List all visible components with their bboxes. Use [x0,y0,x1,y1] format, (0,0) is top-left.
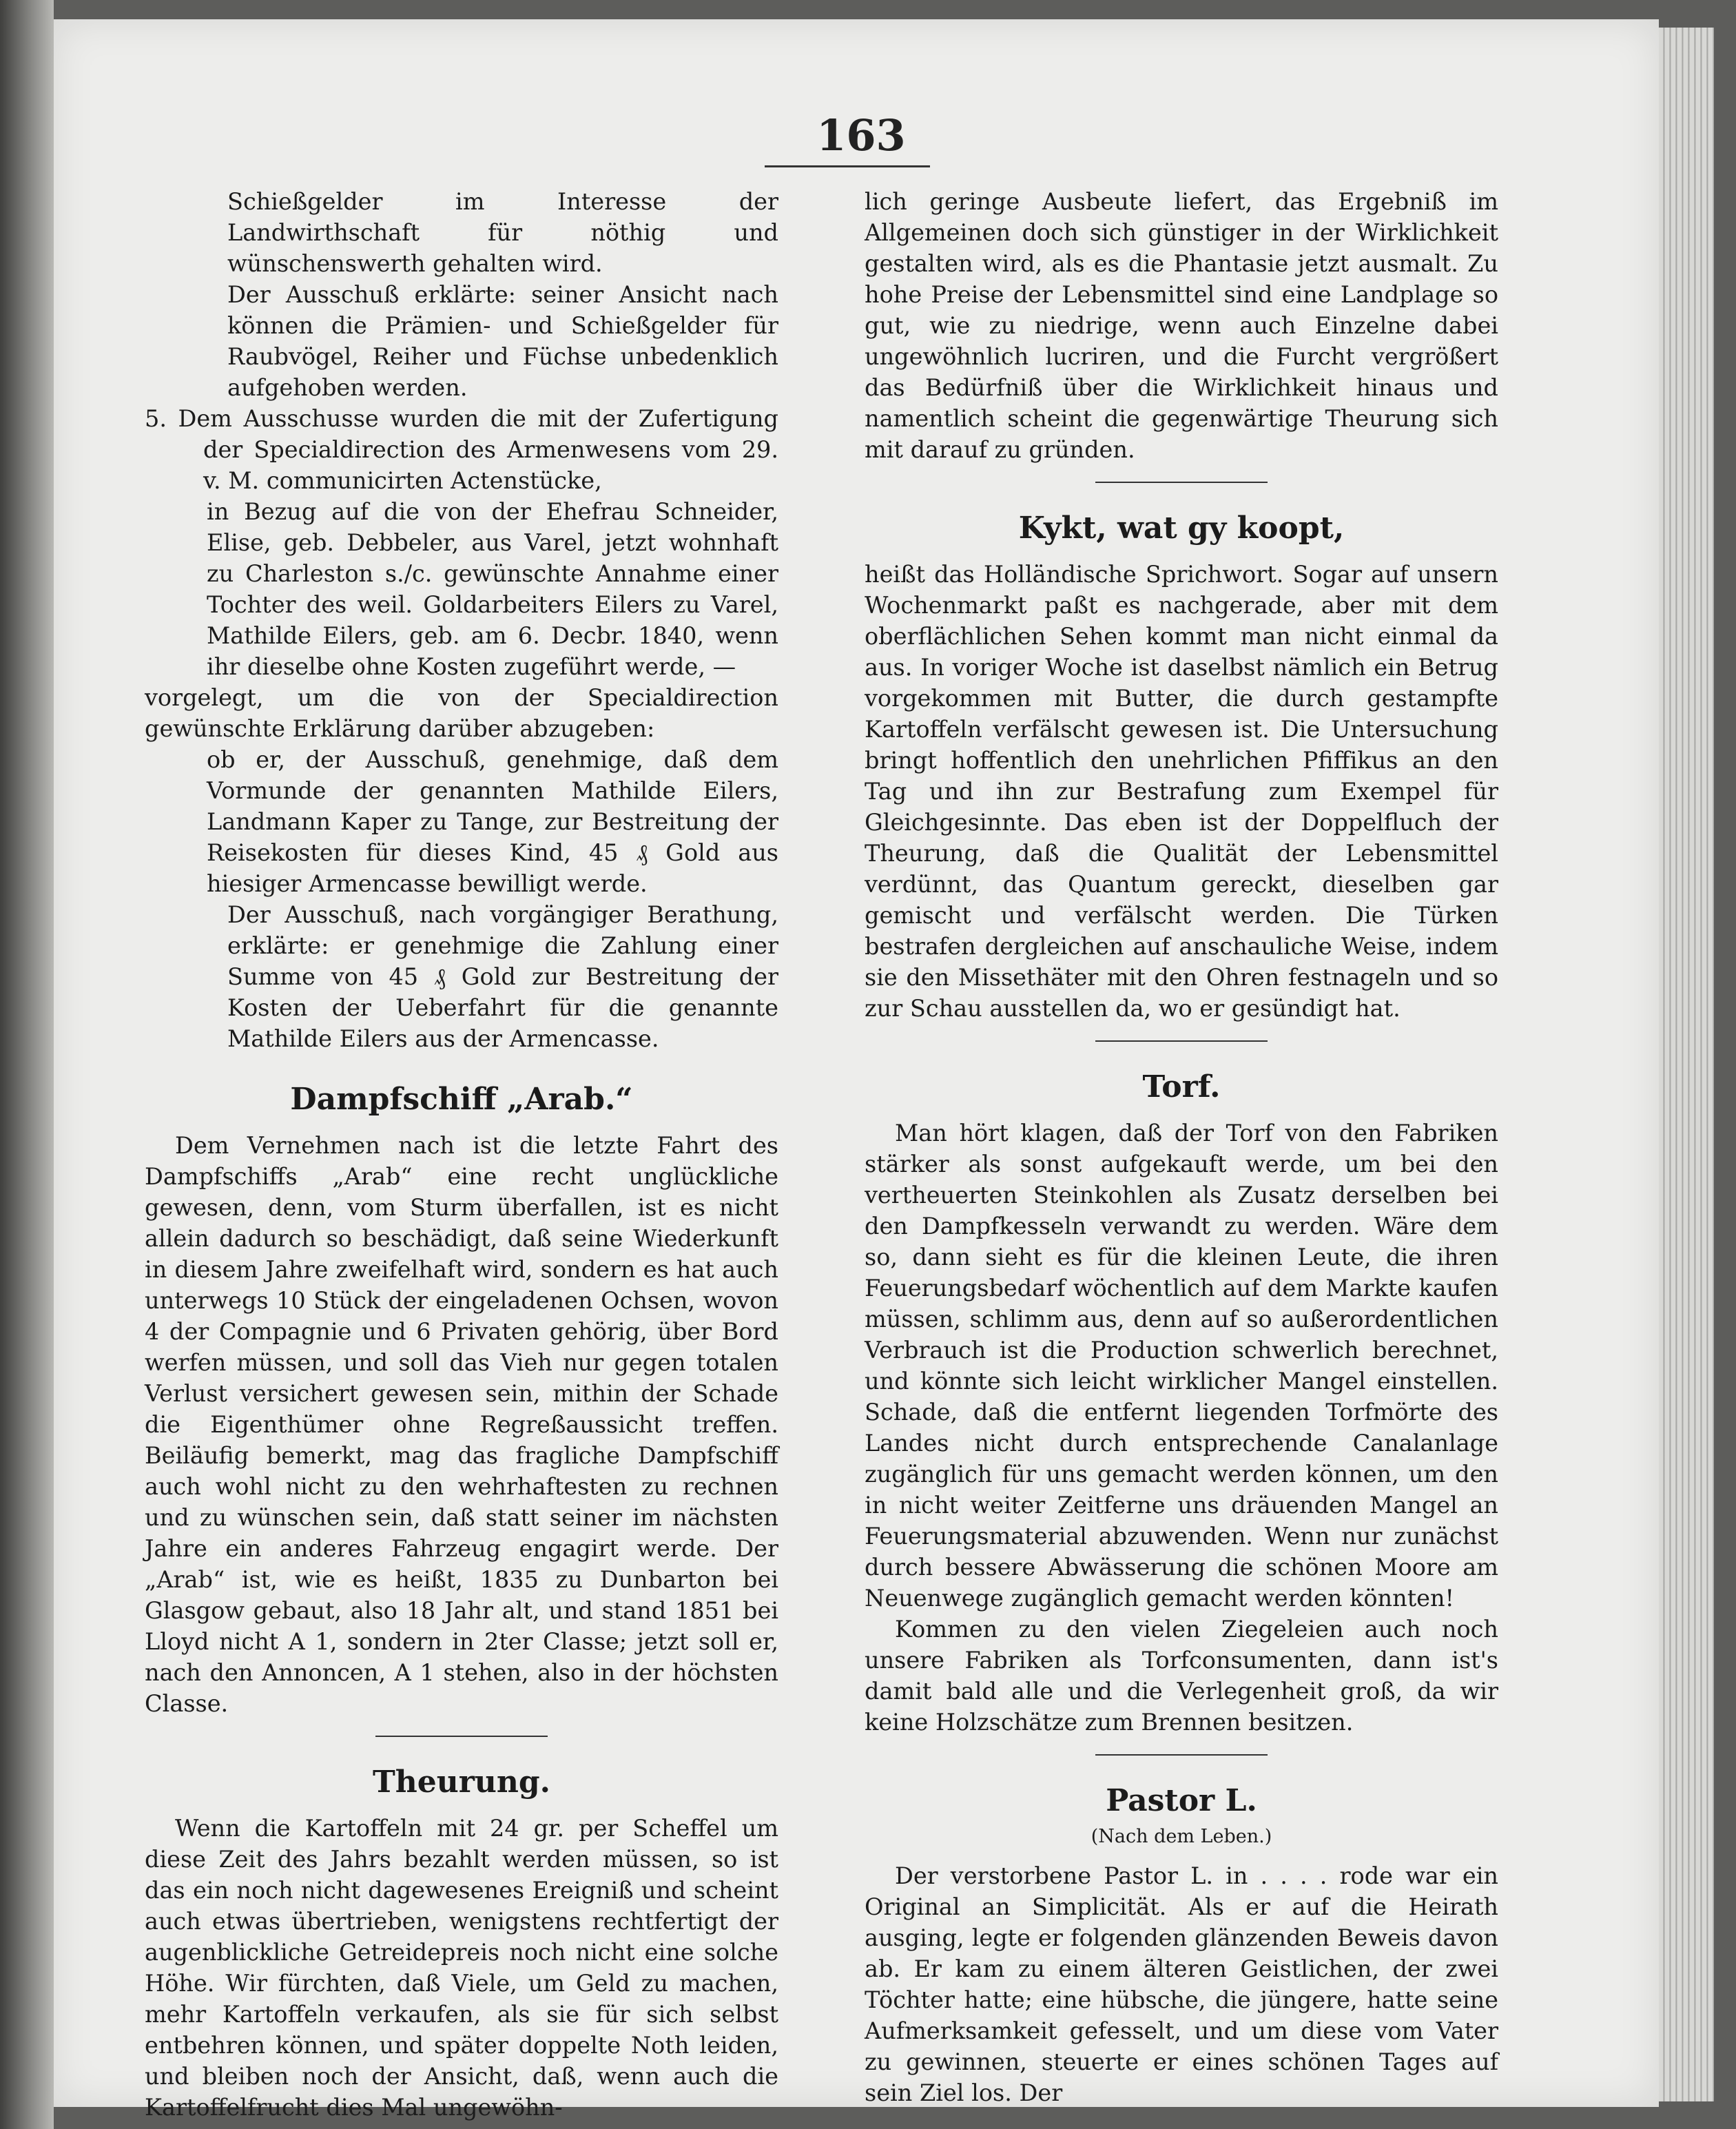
page-number: 163 [816,110,906,161]
paragraph: Kommen zu den vielen Ziegeleien auch noch unsere Fabriken als Torfconsumenten, dann ist's damit bald alle und die Verlegenheit groß, da wir keine Holzschätze zum Brennen besitzen. [865,1616,1498,1736]
article-headline: Kykt, wat gy koopt, [1018,511,1345,546]
article-headline: Dampfschiff „Arab.“ [290,1082,633,1117]
paragraph: lich geringe Ausbeute liefert, das Ergebniß im Allgemeinen doch sich günstiger in der Wirklichkeit gestalten wird, als es die Phantasie jetzt ausmalt. Zu hohe Preise der Lebensmittel sind eine Landplage so gut, wie zu niedrige, wenn auch Einzelne dabei ungewöhnlich lucriren, und die Furcht vergrößert das Bedürfniß über die Wirklichkeit hinaus und namentlich scheint die gegenwärtige Theurung sich mit darauf zu gründen. [865,188,1498,463]
paragraph: Der Ausschuß, nach vorgängiger Berathung, erklärte: er genehmige die Zahlung einer Summe von 45 ₰ Gold zur Bestreitung der Kosten der Ueberfahrt für die genannte Mathilde Eilers aus der Armencasse. [227,901,778,1052]
section-separator [375,1736,548,1737]
right-column [865,186,1498,2108]
section-separator [1095,1040,1268,1042]
page-number-rule [765,165,930,167]
article-subtitle: (Nach dem Leben.) [1091,1826,1272,1847]
scan-binding-edge [0,0,54,2129]
paragraph: 5. Dem Ausschusse wurden die mit der Zufertigung der Specialdirection des Armenwesens vom 29. v. M. communicirten Actenstücke, [145,405,778,494]
paragraph: heißt das Holländische Sprichwort. Sogar auf unsern Wochenmarkt paßt es nachgerade, aber mit dem oberflächlichen Sehen kommt man nicht einmal da aus. In voriger Woche ist daselbst nämlich ein Betrug vorgekommen mit Butter, die durch gestampfte Kartoffeln verfälscht gewesen ist. Die Untersuchung bringt hoffentlich den unehrlichen Pfiffikus an den Tag und ihn zur Bestrafung zum Exempel für Gleichgesinnte. Das eben ist der Doppelfluch der Theurung, daß die Qualität der Lebensmittel verdünnt, das Quantum gereckt, dieselben gar gemischt und verfälscht werden. Die Türken bestrafen dergleichen auf anschauliche Weise, indem sie den Missethäter mit den Ohren festnageln und so zur Schau ausstellen da, wo er gesündigt hat. [865,561,1498,1022]
paragraph: Der Ausschuß erklärte: seiner Ansicht nach können die Prämien- und Schießgelder für Raubvögel, Reiher und Füchse unbedenklich aufgehoben werden. [227,281,778,401]
article-headline: Pastor L. [1106,1783,1257,1818]
section-separator [1095,482,1268,483]
paragraph: Der verstorbene Pastor L. in . . . . rode war ein Original an Simplicität. Als er auf die Heirath ausging, legte er folgenden glänzenden Beweis davon ab. Er kam zu einem älteren Geistlichen, der zwei Töchter hatte; eine hübsche, die jüngere, hatte seine Aufmerksamkeit gefesselt, und um diese vom Vater zu gewinnen, steuerte er eines schönen Tages auf sein Ziel los. Der [865,1862,1498,2106]
article-headline: Torf. [1142,1069,1221,1104]
paragraph: ob er, der Ausschuß, genehmige, daß dem Vormunde der genannten Mathilde Eilers, Landmann Kaper zu Tange, zur Bestreitung der Reisekosten für dieses Kind, 45 ₰ Gold aus hiesiger Armencasse bewilligt werde. [207,746,778,897]
left-column [145,186,778,2123]
paragraph: vorgelegt, um die von der Specialdirection gewünschte Erklärung darüber abzugeben: [145,684,778,742]
paragraph: in Bezug auf die von der Ehefrau Schneider, Elise, geb. Debbeler, aus Varel, jetzt wohnhaft zu Charleston s./c. gewünschte Annahme einer Tochter des weil. Goldarbeiters Eilers zu Varel, Mathilde Eilers, geb. am 6. Decbr. 1840, wenn ihr dieselbe ohne Kosten zugeführt werde, — [207,498,778,680]
page-stack-edge [1659,28,1714,2101]
paragraph: Man hört klagen, daß der Torf von den Fabriken stärker als sonst aufgekauft werde, um bei den vertheuerten Steinkohlen als Zusatz derselben bei den Dampfkesseln verwandt zu werden. Wäre dem so, dann sieht es für die kleinen Leute, die ihren Feuerungsbedarf wöchentlich auf dem Markte kaufen müssen, schlimm aus, denn auf so außerordentlichen Verbrauch ist die Production schwerlich berechnet, und könnte sich leicht wirklicher Mangel einstellen. Schade, daß die entfernt liegenden Torfmörte des Landes nicht durch entsprechende Canalanlage zugänglich für uns gemacht werden können, um den in nicht weiter Zeitferne uns dräuenden Mangel an Feuerungsmaterial abzuwenden. Wenn nur zunächst durch bessere Abwässerung die schönen Moore am Neuenwege zugänglich gemacht werden könnten! [865,1120,1498,1612]
paragraph: Dem Vernehmen nach ist die letzte Fahrt des Dampfschiffs „Arab“ eine recht unglückliche gewesen, denn, vom Sturm überfallen, ist es nicht allein dadurch so beschädigt, daß seine Wiederkunft in diesem Jahre zweifelhaft wird, sondern es hat auch unterwegs 10 Stück der eingeladenen Ochsen, wovon 4 der Compagnie und 6 Privaten gehörig, über Bord werfen müssen, und soll das Vieh nur gegen totalen Verlust versichert gewesen sein, mithin der Schade die Eigenthümer ohne Regreßaussicht treffen. Beiläufig bemerkt, mag das fragliche Dampfschiff auch wohl nicht zu den wehrhaftesten zu rechnen und zu wünschen sein, daß statt seiner im nächsten Jahre ein anderes Fahrzeug engagirt werde. Der „Arab“ ist, wie es heißt, 1835 zu Dunbarton bei Glasgow gebaut, also 18 Jahr alt, und stand 1851 bei Lloyd nicht A 1, sondern in 2ter Classe; jetzt soll er, nach den Annoncen, A 1 stehen, also in der höchsten Classe. [145,1132,778,1717]
paragraph: Wenn die Kartoffeln mit 24 gr. per Scheffel um diese Zeit des Jahrs bezahlt werden müssen, so ist das ein noch nicht dagewesenes Ereigniß und scheint auch etwas übertrieben, wenigstens rechtfertigt der augenblickliche Getreidepreis noch nicht eine solche Höhe. Wir fürchten, daß Viele, um Geld zu machen, mehr Kartoffeln verkaufen, als sie für sich selbst entbehren können, und später doppelte Noth leiden, und bleiben noch der Ansicht, daß, wenn auch die Kartoffelfrucht dies Mal ungewöhn- [145,1815,778,2121]
article-headline: Theurung. [373,1765,550,1800]
section-separator [1095,1754,1268,1756]
paragraph: Schießgelder im Interesse der Landwirthschaft für nöthig und wünschenswerth gehalten wird. [227,188,778,277]
